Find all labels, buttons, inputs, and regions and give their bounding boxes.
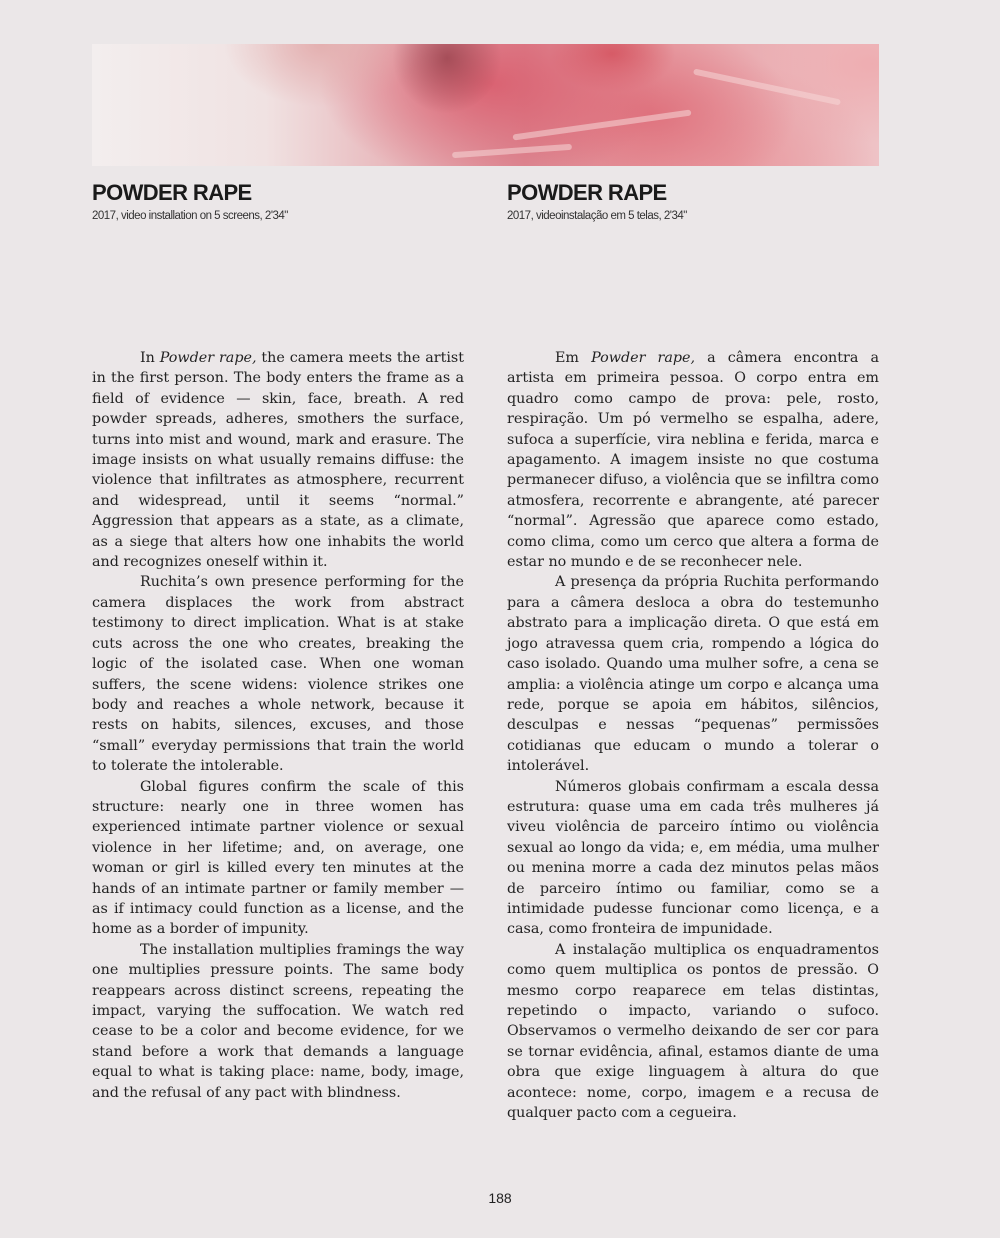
- work-title-italic: Powder rape,: [591, 350, 696, 366]
- body-text: [92, 348, 464, 1103]
- motion-streak: [693, 68, 841, 105]
- work-caption: 2017, videoinstalação em 5 telas, 2'34": [507, 210, 687, 222]
- paragraph: Global figures confirm the scale of this structure: nearly one in three women has experienced intimate partner violence or sexual violence in her lifetime; and, on average, one woman or girl is killed every ten minutes at the hands of an intimate partner or family member — as if intimacy could function as a license, and the home as a border of impunity.: [92, 778, 464, 938]
- body-text: [507, 348, 879, 1123]
- paragraph: [507, 348, 879, 572]
- motion-streak: [452, 144, 572, 158]
- paragraph: The installation multiplies framings the way one multiplies pressure points. The same body reappears across distinct screens, repeating the impact, varying the suffocation. We watch red cease to be a color and become evidence, for we stand before a work that demands a language equal to what is taking place: name, body, image, and the refusal of any pact with blindness.: [92, 941, 464, 1101]
- work-title: POWDER RAPE: [507, 180, 667, 205]
- work-title-italic: Powder rape,: [159, 350, 257, 366]
- paragraph-lead: Em: [555, 350, 592, 366]
- paragraph-lead: In: [140, 350, 160, 366]
- english-column: [92, 178, 464, 1103]
- page-number: 188: [488, 1190, 512, 1206]
- portuguese-column: [507, 178, 879, 1123]
- motion-streak: [512, 110, 691, 141]
- paragraph: A instalação multiplica os enquadramentos como quem multiplica os pontos de pressão. O mesmo corpo reaparece em telas distintas, repetindo o impacto, variando o sufoco. Observamos o vermelho deixando de ser cor para se tornar evidência, afinal, estamos diante de uma obra que exige linguagem à altura do que acontece: nome, corpo, imagem e a recusa de qualquer pacto com a cegueira.: [507, 941, 879, 1122]
- paragraph: Números globais confirmam a escala dessa estrutura: quase uma em cada três mulheres já viveu violência de parceiro íntimo ou violência sexual ao longo da vida; e, em média, uma mulher ou menina morre a cada dez minutos pelas mãos de parceiro íntimo ou familiar, como se a intimidade pudesse funcionar como licença, e a casa, como fronteira de impunidade.: [507, 778, 879, 938]
- paragraph: A presença da própria Ruchita performando para a câmera desloca a obra do testemunho abstrato para a implicação direta. O que está em jogo atravessa quem cria, rompendo a lógica do caso isolado. Quando uma mulher sofre, a cena se amplia: a violência atinge um corpo e alcança uma rede, porque se apoia em hábitos, silêncios, desculpas e nessas “pequenas” permissões cotidianas que educam o mundo a tolerar o intolerável.: [507, 574, 879, 775]
- work-title: POWDER RAPE: [92, 180, 252, 205]
- hair-detail: [392, 44, 502, 114]
- paragraph: [92, 348, 464, 572]
- artwork-photo: [92, 44, 879, 166]
- work-caption: 2017, video installation on 5 screens, 2'34": [92, 210, 288, 222]
- paragraph-text: a câmera encontra a artista em primeira pessoa. O corpo entra em quadro como campo de prova: pele, rosto, respiração. Um pó vermelho se espalha, adere, sufoca a superfície, vira neblina e ferida, marca e apagamento. A imagem insiste no que costuma permanecer difuso, a violência que se infiltra como atmosfera, recorrente e abrangente, até parecer “normal”. Agressão que aparece como estado, como clima, como um cerco que altera a forma de estar no mundo e de se reconhecer nele.: [507, 350, 879, 571]
- paragraph-text: the camera meets the artist in the first person. The body enters the frame as a field of evidence — skin, face, breath. A red powder spreads, adheres, smothers the surface, turns into mist and wound, mark and erasure. The image insists on what usually remains diffuse: the violence that infiltrates as atmosphere, recurrent and widespread, until it seems “normal.” Aggression that appears as a state, as a climate, as a siege that alters how one inhabits the world and recognizes oneself within it.: [92, 350, 464, 571]
- paragraph: Ruchita’s own presence performing for the camera displaces the work from abstract testimony to direct implication. What is at stake cuts across the one who creates, breaking the logic of the isolated case. When one woman suffers, the scene widens: violence strikes one body and reaches a whole network, because it rests on habits, silences, excuses, and those “small” everyday permissions that train the world to tolerate the intolerable.: [92, 574, 464, 775]
